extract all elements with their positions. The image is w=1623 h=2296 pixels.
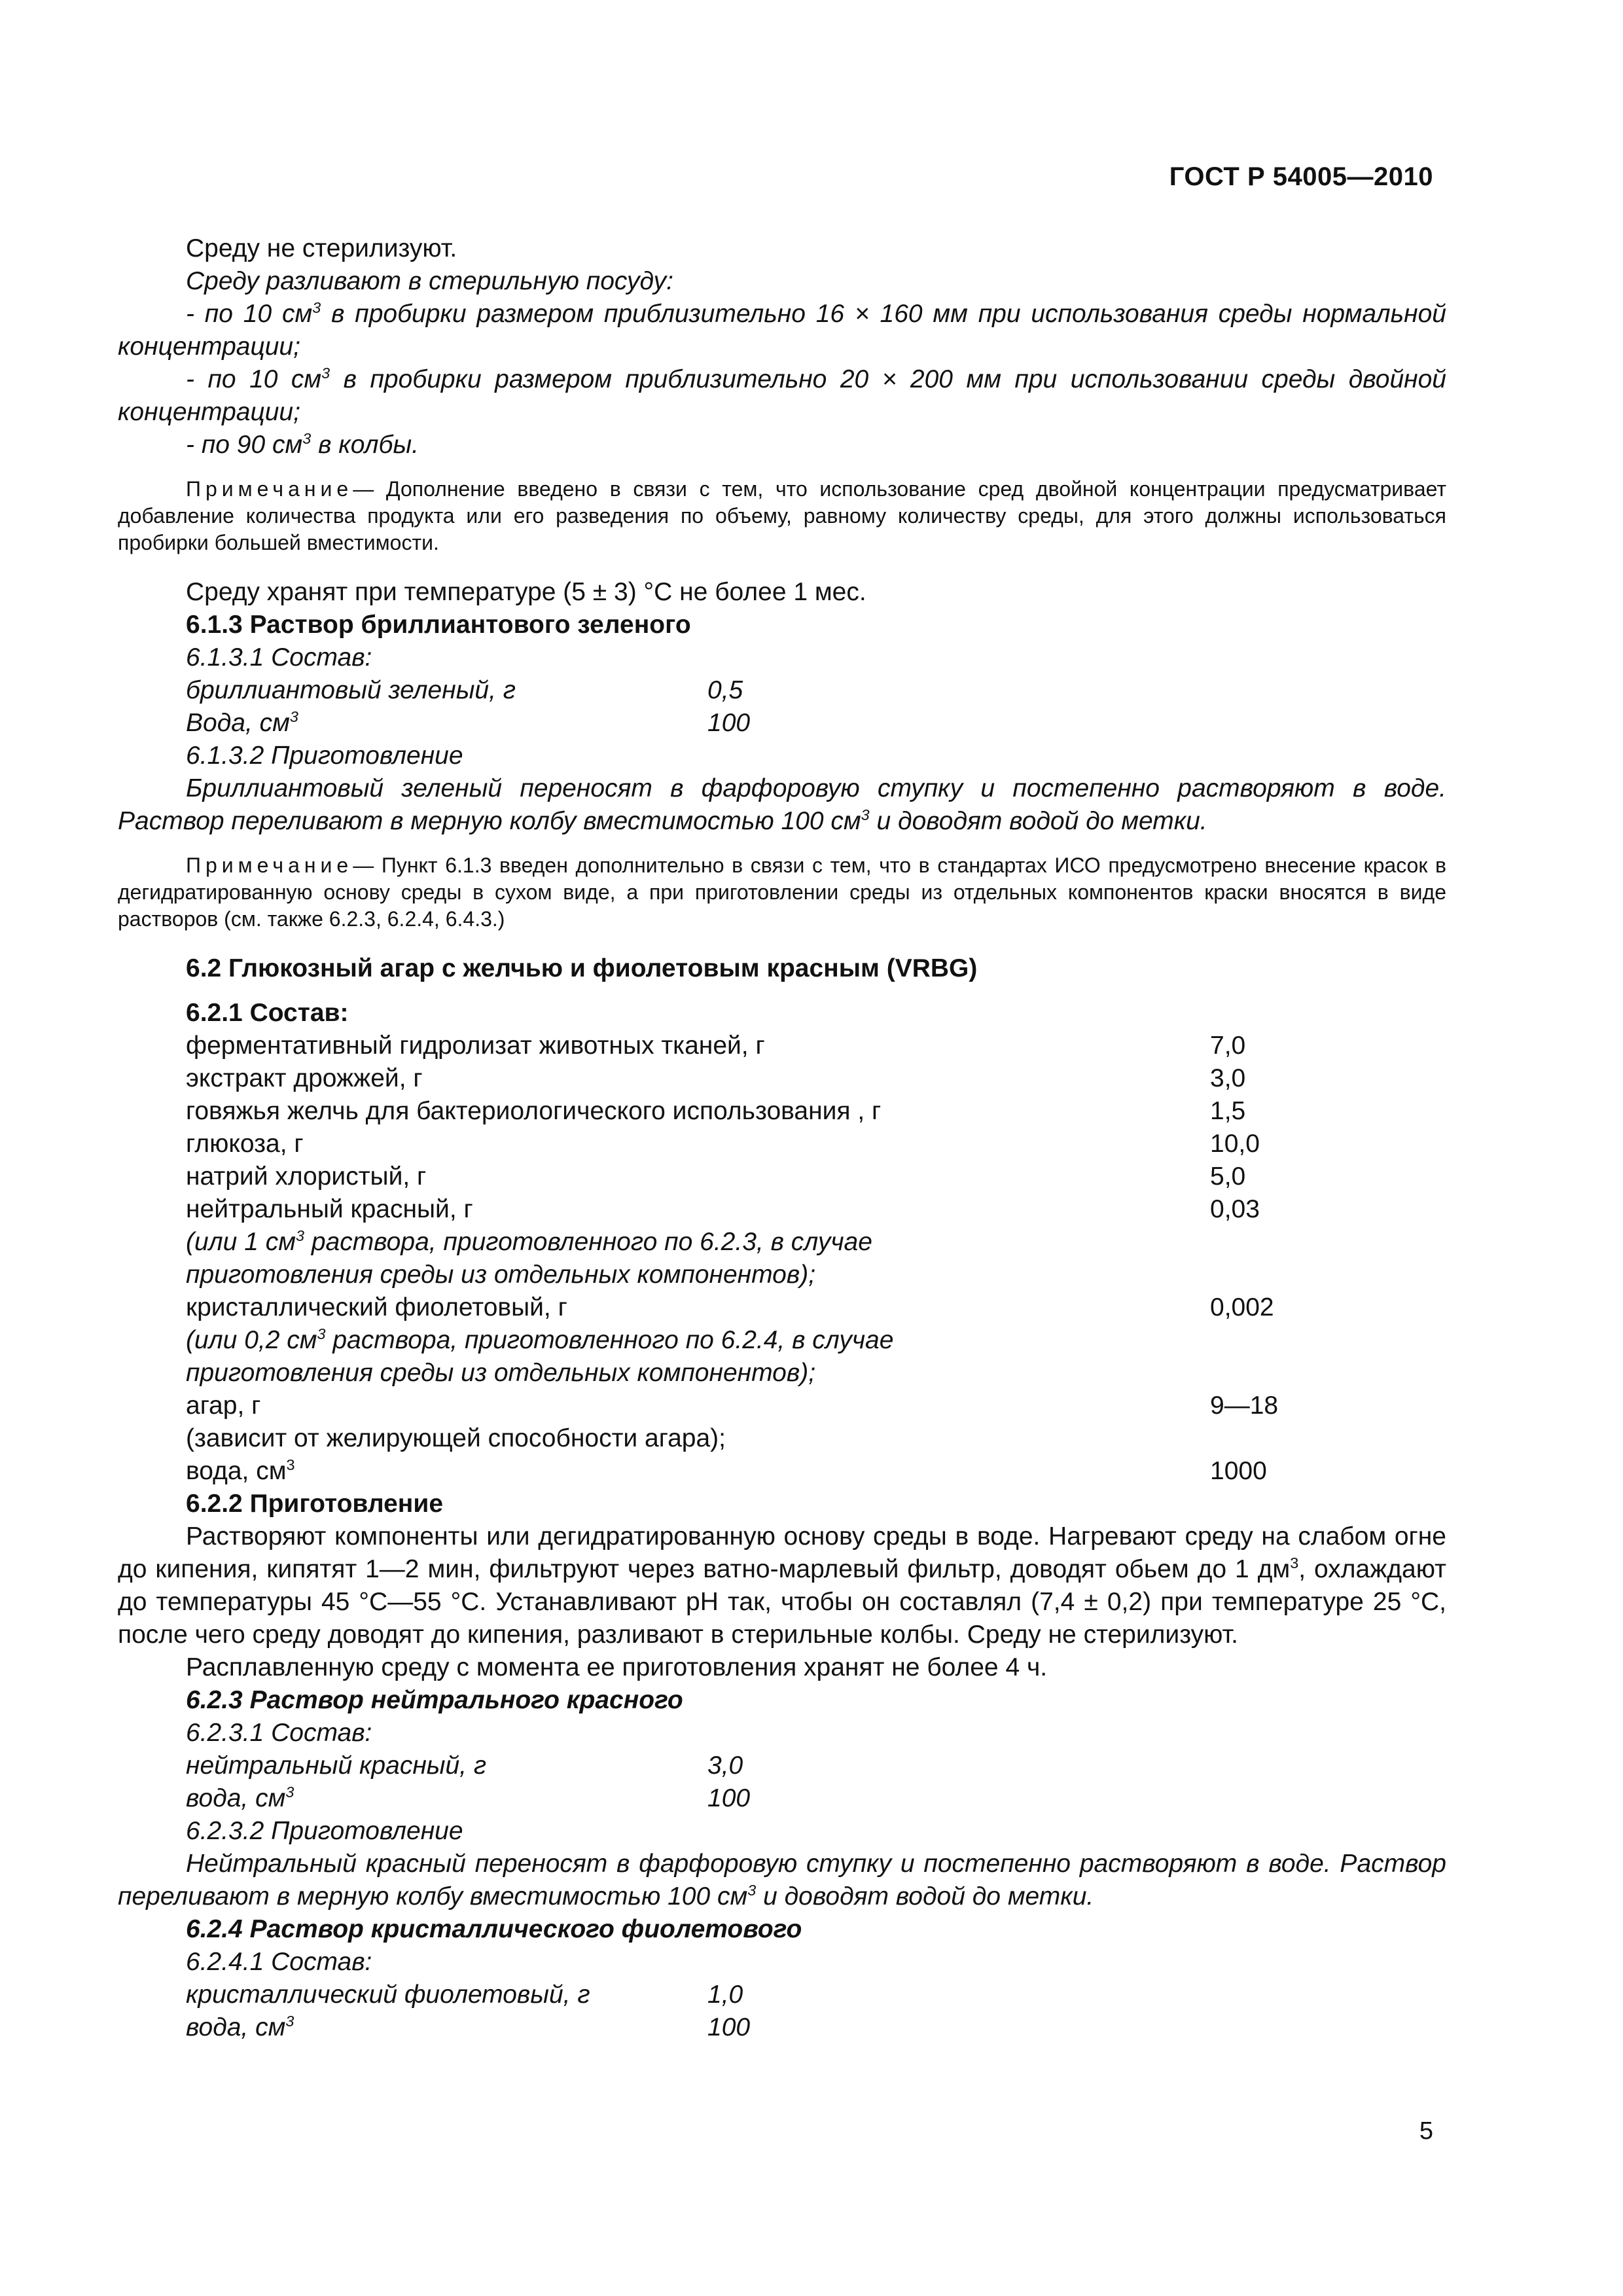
crystal-violet-note-2: приготовления среды из отдельных компонентов); xyxy=(186,1359,816,1387)
note-label: Примечание xyxy=(186,853,353,877)
note-2: Примечание— Пункт 6.1.3 введен дополнительно в связи с тем, что в стандартах ИСО предусмотрено внесение красок в дегидратированную основу среды в сухом виде, а при приготовлении среды из отдельных компонентов краски вносятся в виде растворов (см. также 6.2.3, 6.2.4, 6.4.3.) xyxy=(118,853,1446,931)
section-6-1-3-title: 6.1.3 Раствор бриллиантового зеленого xyxy=(186,611,691,639)
composition-row: агар, г 9—18 xyxy=(186,1391,1279,1420)
composition-row: ферментативный гидролизат животных тканей, г 7,0 xyxy=(186,1031,1246,1060)
section-6-2-3-2: 6.2.3.2 Приготовление xyxy=(186,1817,463,1845)
section-6-2-2: 6.2.2 Приготовление xyxy=(186,1490,444,1518)
composition-row: вода, $см^3$ 100 xyxy=(186,2013,751,2041)
section-6-2-title: 6.2 Глюкозный агар с желчью и фиолетовым красным (VRBG) xyxy=(186,954,978,982)
composition-row: кристаллический фиолетовый, г 0,002 xyxy=(186,1293,1274,1321)
prep-text-6-2-2: Растворяют компоненты или дегидратированную основу среды в воде. Нагревают среду на слабом огне до кипения, кипятят 1—2 мин, фильтруют через ватно-марлевый фильтр, доводят обьем до 1 $дм^3$, охлаждают до температуры 45 °С—55 °С. Устанавливают pH так, чтобы он составлял (7,4 ± 0,2) при температуре 25 °С, после чего среду доводят до кипения, разливают в стерильные колбы. Среду не стерилизуют. xyxy=(118,1522,1446,1649)
not-sterilized-line: Среду не стерилизуют. xyxy=(186,234,457,262)
storage-line-1: Среду хранят при температуре (5 ± 3) °С не более 1 мес. xyxy=(186,578,866,606)
section-6-2-3-1: 6.2.3.1 Состав: xyxy=(186,1719,372,1747)
prep-text-6-1-3: Бриллиантовый зеленый переносят в фарфоровую ступку и постепенно растворяют в воде. Раствор переливают в мерную колбу вместимостью 100 $см^3$ и доводят водой до метки. xyxy=(118,774,1446,835)
section-6-1-3-1: 6.1.3.1 Состав: xyxy=(186,643,372,672)
composition-row: бриллиантовый зеленый, г 0,5 xyxy=(186,676,743,704)
composition-row: вода, $см^3$ 100 xyxy=(186,1784,751,1812)
composition-row: кристаллический фиолетовый, г 1,0 xyxy=(186,1981,743,2009)
page-number: 5 xyxy=(1419,2117,1433,2145)
composition-row: экстракт дрожжей, г 3,0 xyxy=(186,1064,1246,1092)
neutral-red-note-1: (или 1 $см^3$ раствора, приготовленного по 6.2.3, в случае xyxy=(186,1227,872,1256)
section-6-2-4-1: 6.2.4.1 Состав: xyxy=(186,1948,372,1976)
section-6-2-3-title: 6.2.3 Раствор нейтрального красного xyxy=(186,1686,683,1714)
storage-line-2: Расплавленную среду с момента ее приготовления хранят не более 4 ч. xyxy=(186,1653,1048,1681)
pour-item-3: - по 90 $см^3$ в колбы. xyxy=(186,430,419,459)
page-content xyxy=(118,232,1446,2044)
composition-row: нейтральный красный, г 3,0 xyxy=(186,1751,743,1780)
composition-row: говяжья желчь для бактериологического использования , г 1,5 xyxy=(186,1097,1246,1125)
neutral-red-note-2: приготовления среды из отдельных компонентов); xyxy=(186,1261,816,1289)
agar-note: (зависит от желирующей способности агара); xyxy=(186,1424,726,1452)
composition-row: нейтральный красный, г 0,03 xyxy=(186,1195,1260,1223)
pour-intro: Среду разливают в стерильную посуду: xyxy=(186,267,673,295)
composition-row: глюкоза, г 10,0 xyxy=(186,1130,1260,1158)
note-1: Примечание— Дополнение введено в связи с тем, что использование сред двойной концентрации предусматривает добавление количества продукта или его разведения по объему, равному количеству среды, для этого должны использоваться пробирки большей вместимости. xyxy=(118,477,1446,554)
section-6-2-1: 6.2.1 Состав: xyxy=(186,999,349,1027)
composition-row: Вода, $см^3$ 100 xyxy=(186,708,751,737)
note-label: Примечание xyxy=(186,477,353,501)
section-6-2-4-title: 6.2.4 Раствор кристаллического фиолетового xyxy=(186,1915,802,1943)
prep-text-6-2-3: Нейтральный красный переносят в фарфоровую ступку и постепенно растворяют в воде. Раствор переливают в мерную колбу вместимостью 100 $см^3$ и доводят водой до метки. xyxy=(118,1850,1446,1910)
composition-row: вода, $см^3$ 1000 xyxy=(186,1456,1267,1485)
document-code: ГОСТ Р 54005—2010 xyxy=(1169,162,1433,191)
section-6-1-3-2: 6.1.3.2 Приготовление xyxy=(186,742,463,770)
crystal-violet-note-1: (или 0,2 $см^3$ раствора, приготовленного по 6.2.4, в случае xyxy=(186,1325,894,1354)
pour-item-2: - по 10 $см^3$ в пробирки размером приблизительно 20 × 200 мм при использовании среды двойной концентрации; xyxy=(118,365,1447,426)
pour-item-1: - по 10 $см^3$ в пробирки размером приблизительно 16 × 160 мм при использования среды нормальной концентрации; xyxy=(118,299,1446,361)
composition-row: натрий хлористый, г 5,0 xyxy=(186,1162,1246,1191)
